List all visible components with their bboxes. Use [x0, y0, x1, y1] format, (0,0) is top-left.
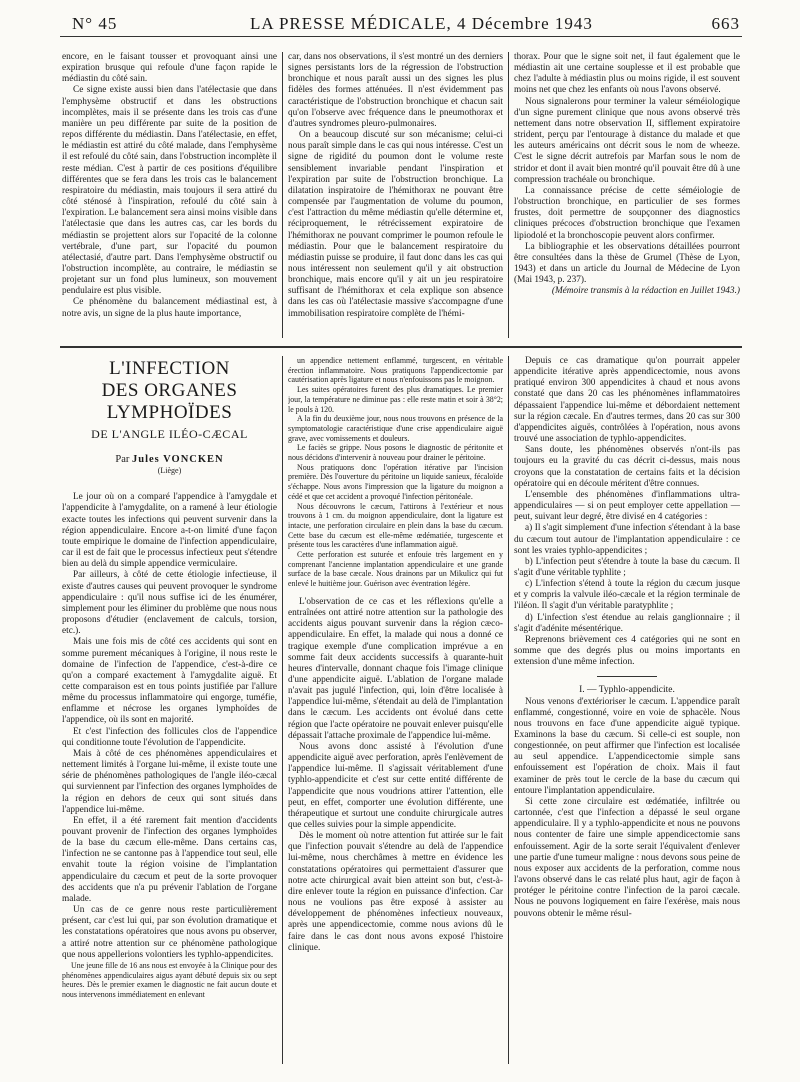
header-rule: [60, 36, 742, 37]
column-divider: [508, 356, 509, 1064]
paragraph: On a beaucoup discuté sur son mécanisme; celui-ci nous paraît simple dans le cas qui nous intéresse. C'est un signe de rigidité du poumon dont le volume reste sensiblement invariable pendant l'inspiration et l'expiration par suite de l'obstruction bronchique. La dilatation inspiratoire de l'hémithorax ne pouvant être compensée par l'augmentation de volume du poumon, c'est l'attraction du même médiastin qu'elle détermine et, réciproquement, le rétrécissement expiratoire de l'hémithorax ne pouvant comprimer le poumon refoule le médiastin. Pour que le balancement respiratoire du médiastin puisse se produire, il faut donc dans les cas qui nous intéressent non seulement qu'il y ait obstruction bronchique, mais encore qu'il y ait un jeu respiratoire suffisant de l'hémithorax et cela explique son absence dans les cas où l'atélectasie massive s'accompagne d'une immobilisation respiratoire complète de l'hémi-: [288, 130, 503, 319]
paragraph: Reprenons brièvement ces 4 catégories qui ne sont en somme que des degrés plus ou moins importants en extension d'une même infection.: [514, 634, 740, 668]
column-divider: [282, 52, 283, 338]
paragraph: un appendice nettement enflammé, turgescent, en véritable érection inflammatoire. Nous pratiquons l'appendicectomie par cautérisation après ligature et nous n'enfouissons pas le moignon.: [288, 356, 503, 385]
paragraph: L'observation de ce cas et les réflexions qu'elle a entraînées ont attiré notre attention sur la pathologie des accidents aigus pouvant survenir dans la région cæco-appendiculaire. En effet, la malade qui nous a donné ce tragique exemple d'une complication imprévue a en somme fait deux accidents successifs à quarante-huit heures d'intervalle, donnant chaque fois l'image clinique d'une appendicite aiguë. L'ablation de l'organe malade n'avait pas jugulé l'infection, qui, loin d'être localisée à l'appendice lui-même, s'étendait au delà de l'implantation dans le cæcum. Les accidents ont évolué dans cette région que l'acte opératoire ne pouvait enlever puisqu'elle dépassait l'attache proximale de l'appendice lui-même.: [288, 596, 503, 741]
paragraph: La connaissance précise de cette séméiologie de l'obstruction bronchique, en particulier de ses formes frustes, doit permettre de soupçonner des diagnostics cliniques précoces d'obstruction bronchique que l'examen lipiodolé et la bronchoscopie peuvent alors confirmer.: [514, 185, 740, 241]
article-title-line-3: DE L'ANGLE ILÉO-CÆCAL: [91, 427, 248, 441]
paragraph: Le jour où on a comparé l'appendice à l'amygdale et l'appendicite à l'amygdalite, on a ramené à leur étiologie exacte toutes les infections qui peuvent survenir dans la région appendiculaire. Encore a-t-on limité d'une façon toute empirique le domaine de l'infection appendiculaire, car il est de fait que le processus infectieux peut s'étendre bien au delà du simple appendice vermiculaire.: [62, 492, 277, 570]
paragraph: Un cas de ce genre nous reste particulièrement présent, car c'est lui qui, par son évolution dramatique et les constatations opératoires que nous avons pu observer, a attiré notre attention sur ce phénomène pathologique que nous appellerions volontiers les typhlo-appendicites.: [62, 905, 277, 960]
paragraph: Depuis ce cas dramatique qu'on pourrait appeler appendicite itérative après appendicectomie, nous avons pratiqué environ 300 appendicites à chaud et nous avons constaté que dans 20 cas les phénomènes inflammatoires dépassaient l'appendice lui-même et débordaient nettement sur la région cæcale. En d'autres termes, dans 20 cas sur 300 d'appendicites aiguës, contrôlées à l'opération, nous avons trouvé une association de typhlo-appendicites.: [514, 356, 740, 445]
paragraph: Mais une fois mis de côté ces accidents qui sont en somme purement mécaniques à l'origine, il nous reste le domaine de l'infection de l'appendice, c'est-à-dire ce qu'on a comparé exactement à l'amygdalite aiguë. Et cette comparaison est en tous points justifiée par l'allure même du processus inflammatoire qui engorge, tuméfie, enflamme et nécrose les organes lymphoïdes de l'appendice, où ils sont en majorité.: [62, 637, 277, 726]
author-name: Jules VONCKEN: [131, 454, 224, 465]
paragraph: Le faciès se grippe. Nous posons le diagnostic de péritonite et nous décidons d'intervenir à nouveau pour drainer le péritoine.: [288, 443, 503, 463]
paragraph: Nous découvrons le cæcum, l'attirons à l'extérieur et nous trouvons à 1 cm. du moignon appendiculaire, dont la ligature est intacte, une perforation circulaire en plein dans la base du cæcum. Cette base du cæcum est elle-même œdématiée, turgescente et présente tous les caractères d'une inflammation aiguë.: [288, 501, 503, 550]
separator: [597, 676, 657, 677]
issue-number: N° 45: [72, 14, 118, 33]
list-item: a) Il s'agit simplement d'une infection s'étendant à la base du cæcum tout autour de l'implantation appendiculaire : ce sont les vraies typhlo-appendicites ;: [514, 523, 740, 556]
paragraph: Nous pratiquons donc l'opération itérative par l'incision première. Dès l'ouverture du péritoine un liquide sanieux, fécaloïde s'échappe. Nous avons l'impression que la ligature du moignon a cédé et que cet accident a provoqué l'infection péritonéale.: [288, 462, 503, 501]
column-divider: [282, 356, 283, 1064]
paragraph: Ce signe existe aussi bien dans l'atélectasie que dans l'emphysème obstructif et dans les obstructions incomplètes, mais il se présente dans les trois cas d'une manière un peu différente par suite de la position de repos différente du médiastin. Dans l'atélectasie, en effet, le médiastin est attiré du côté malade, dans l'emphysème il est refoulé du côté sain, dans l'obstruction incomplète il reste médian. C'est à partir de ces positions d'équilibre différentes que se fera dans les trois cas le balancement respiratoire du médiastin, mais toujours il sera attiré du côté sténosé à l'inspiration, refoulé du côté sain à l'expiration. Le balancement sera ainsi moins visible dans l'atélectasie que dans les autres cas, car les bords du médiastin se projettent alors sur l'opacité de la colonne vertébrale, d'une part, sur l'opacité du poumon atélectasié, d'autre part. Dans l'emphysème obstructif ou l'obstruction incomplète, au contraire, le médiastin se projetant sur un fond plus lumineux, son mouvement pendulaire est plus visible.: [62, 85, 277, 297]
paragraph: Nous venons d'extérioriser le cæcum. L'appendice paraît enflammé, congestionné, voire en voie de sphacèle. Nous nous trouvons en face d'une appendicite aiguë typique. Examinons la base du cæcum. Si celle-ci est souple, non congestionnée, on peut affirmer que l'infection est localisée au seul appendice. L'appendicectomie simple sans enfouissement est l'opération de choix. Mais il faut examiner de près tout le cercle de la base du cæcum qui entoure l'implantation appendiculaire.: [514, 696, 740, 796]
article-column-1: [62, 356, 277, 1068]
paragraph: L'ensemble des phénomènes d'inflammations ultra-appendiculaires — si on peut employer cette appellation — peut, suivant leur degré, être divisé en 4 catégories :: [514, 489, 740, 523]
paragraph: En effet, il a été rarement fait mention d'accidents pouvant provenir de l'infection des organes lymphoïdes de la base du cæcum elle-même. Dans certains cas, l'infection ne se cantonne pas à l'appendice tout seul, elle envahit toute la région voisine de l'implantation appendiculaire du cæcum et peut de la sorte provoquer des accidents que n'a pu prévenir l'ablation de l'organe malade.: [62, 815, 277, 904]
case-report: [62, 961, 277, 1000]
list-item: c) L'infection s'étend à toute la région du cæcum jusque et y compris la valvule iléo-cæcale et la région terminale de l'iléon. Il s'agit d'un véritable paratyphlite ;: [514, 579, 740, 612]
paragraph: Les suites opératoires furent des plus dramatiques. Le premier jour, la température ne diminue pas : elle reste matin et soir à 38°2; le pouls à 120.: [288, 385, 503, 414]
list-item: d) L'infection s'est étendue au relais ganglionnaire ; il s'agit d'adénite mésentérique.: [514, 612, 740, 634]
paragraph: Ce phénomène du balancement médiastinal est, à notre avis, un signe de la plus haute importance,: [62, 297, 277, 319]
article-title-line-1: L'INFECTION: [109, 358, 230, 379]
section-rule: [60, 346, 742, 348]
top-column-1: [62, 52, 277, 342]
paragraph: A la fin du deuxième jour, nous nous trouvons en présence de la symptomatologie caractéristique d'une crise appendiculaire aiguë grave, avec vomissements et douleurs.: [288, 414, 503, 443]
paragraph: Par ailleurs, à côté de cette étiologie infectieuse, il existe d'autres causes qui peuvent provoquer le syndrome appendiculaire : qu'il nous suffise ici de les énumérer, simplement pour les éliminer du problème que nous nous proposons d'étudier (enclavement de calculs, torsion, etc.).: [62, 570, 277, 637]
byline: [62, 454, 277, 465]
paragraph: Mais à côté de ces phénomènes appendiculaires et nettement limités à l'organe lui-même, il existe toute une série de phénomènes pathologiques de l'angle iléo-cæcal qui surviennent par l'infection des organes lymphoïdes de la région en dehors de ceux qui sont situés dans l'appendice lui-même.: [62, 748, 277, 815]
paragraph: Nous avons donc assisté à l'évolution d'une appendicite aiguë avec perforation, après l'enlèvement de l'appendice lui-même. Il s'agissait véritablement d'une typhlo-appendicite et c'est sur cette entité différente de l'appendicite que nous voudrions attirer l'attention, elle peut, en effet, comporter une évolution différente, une thérapeutique et surtout une conduite chirurgicale autres que celles suivies pour la simple appendicite.: [288, 741, 503, 830]
byline-par: Par: [115, 454, 130, 465]
paragraph: Si cette zone circulaire est œdématiée, infiltrée ou cartonnée, c'est que l'infection a dépassé le seul organe appendiculaire. Il y a typhlo-appendicite et nous ne pouvons nous contenter de faire une simple appendicectomie sans enfouissement. Agir de la sorte serait l'équivalent d'enlever une partie d'une tumeur maligne : nous devons sous peine de nous exposer aux accidents de la perforation, comme nous l'avons observé dans le cas relaté plus haut, agir de façon à protéger le péritoine contre l'infection de la paroi cæcale. Nous ne pouvons logiquement en faire l'exérèse, mais nous pouvons obtenir le même résul-: [514, 796, 740, 919]
paragraph: encore, en le faisant tousser et provoquant ainsi une expiration brusque qui refoule d'une façon rapide le médiastin du côté sain.: [62, 52, 277, 85]
page-number: 663: [711, 14, 740, 33]
column-divider: [508, 52, 509, 338]
top-column-3: [514, 52, 740, 342]
paragraph: Et c'est l'infection des follicules clos de l'appendice qui conditionne toute l'évolution de l'appendicite.: [62, 726, 277, 748]
case-report: [288, 356, 503, 589]
section-heading: I. — Typhlo-appendicite.: [579, 685, 675, 696]
top-column-2: [288, 52, 503, 342]
author-city: (Liège): [157, 466, 182, 476]
paragraph: Sans doute, les phénomènes observés n'ont-ils pas toujours eu la gravité du cas décrit ci-dessus, mais nous croyons que la constatation de certains faits et la décision opératoire qui en découle méritent d'être connues.: [514, 445, 740, 489]
list-item: b) L'infection peut s'étendre à toute la base du cæcum. Il s'agit d'une véritable typhlite ;: [514, 556, 740, 578]
paragraph: Dès le moment où notre attention fut attirée sur le fait que l'infection pouvait s'étendre au delà de l'appendice lui-même, nous cherchâmes à mettre en évidence les constatations opératoires qui permettaient d'assurer que notre acte chirurgical avait bien atteint son but, c'est-à-dire enlever toute la région en puissance d'infection. Car nous ne voulions pas être exposé à assister au développement de phénomènes infectieux nouveaux, après une appendicectomie, comme nous avions dû le faire dans le cas dont nous avons exposé l'histoire clinique.: [288, 831, 503, 953]
submission-note: (Mémoire transmis à la rédaction en Juillet 1943.): [551, 286, 740, 297]
paragraph: Nous signalerons pour terminer la valeur séméiologique d'un signe purement clinique que nous avons observé très nettement dans notre observation II, sifflement expiratoire strident, perçu par l'entourage à distance du malade et que les auteurs américains ont décrit sous le nom de wheeze. C'est le signe décrit autrefois par Marfan sous le nom de stridor et dont il avait bien montré qu'il pouvait être dû à une compression trachéale ou bronchique.: [514, 96, 740, 185]
publication-title: LA PRESSE MÉDICALE, 4 Décembre 1943: [250, 14, 593, 33]
paragraph: car, dans nos observations, il s'est montré un des derniers signes persistants lors de la régression de l'obstruction bronchique et nous paraît aussi un des signes les plus fidèles des formes atténuées. Il n'est évidemment pas caractéristique de l'obstruction bronchique et chacun sait qu'on l'observe avec fréquence dans le pneumothorax et d'autres syndromes pleuro-pulmonaires.: [288, 52, 503, 129]
article-column-2: [288, 356, 503, 1068]
paragraph: La bibliographie et les observations détaillées pourront être consultées dans la thèse de Grumel (Thèse de Lyon, 1943) et dans un article du Journal de Médecine de Lyon (Mai 1943, p. 237).: [514, 241, 740, 286]
paragraph: Une jeune fille de 16 ans nous est envoyée à la Clinique pour des phénomènes appendiculaires aigus ayant débuté depuis six ou sept heures. Dès le premier examen le diagnostic ne fait aucun doute et nous intervenons immédiatement en enlevant: [62, 960, 277, 999]
article-title-line-2: DES ORGANES LYMPHOÏDES: [101, 380, 238, 423]
paragraph: thorax. Pour que le signe soit net, il faut également que le médiastin ait une certaine souplesse et il est probable que chez l'adulte à médiastin plus ou moins rigide, il est souvent moins net que chez les enfants où nous l'avons observé.: [514, 52, 740, 96]
paragraph: Cette perforation est suturée et enfouie très largement en y comprenant l'ancienne implantation appendiculaire et une grande surface de la base cæcale. Nous drainons par un Mikulicz qui fut enlevé le huitième jour. Guérison avec éventration légère.: [288, 550, 503, 589]
article-column-3: [514, 356, 740, 1068]
